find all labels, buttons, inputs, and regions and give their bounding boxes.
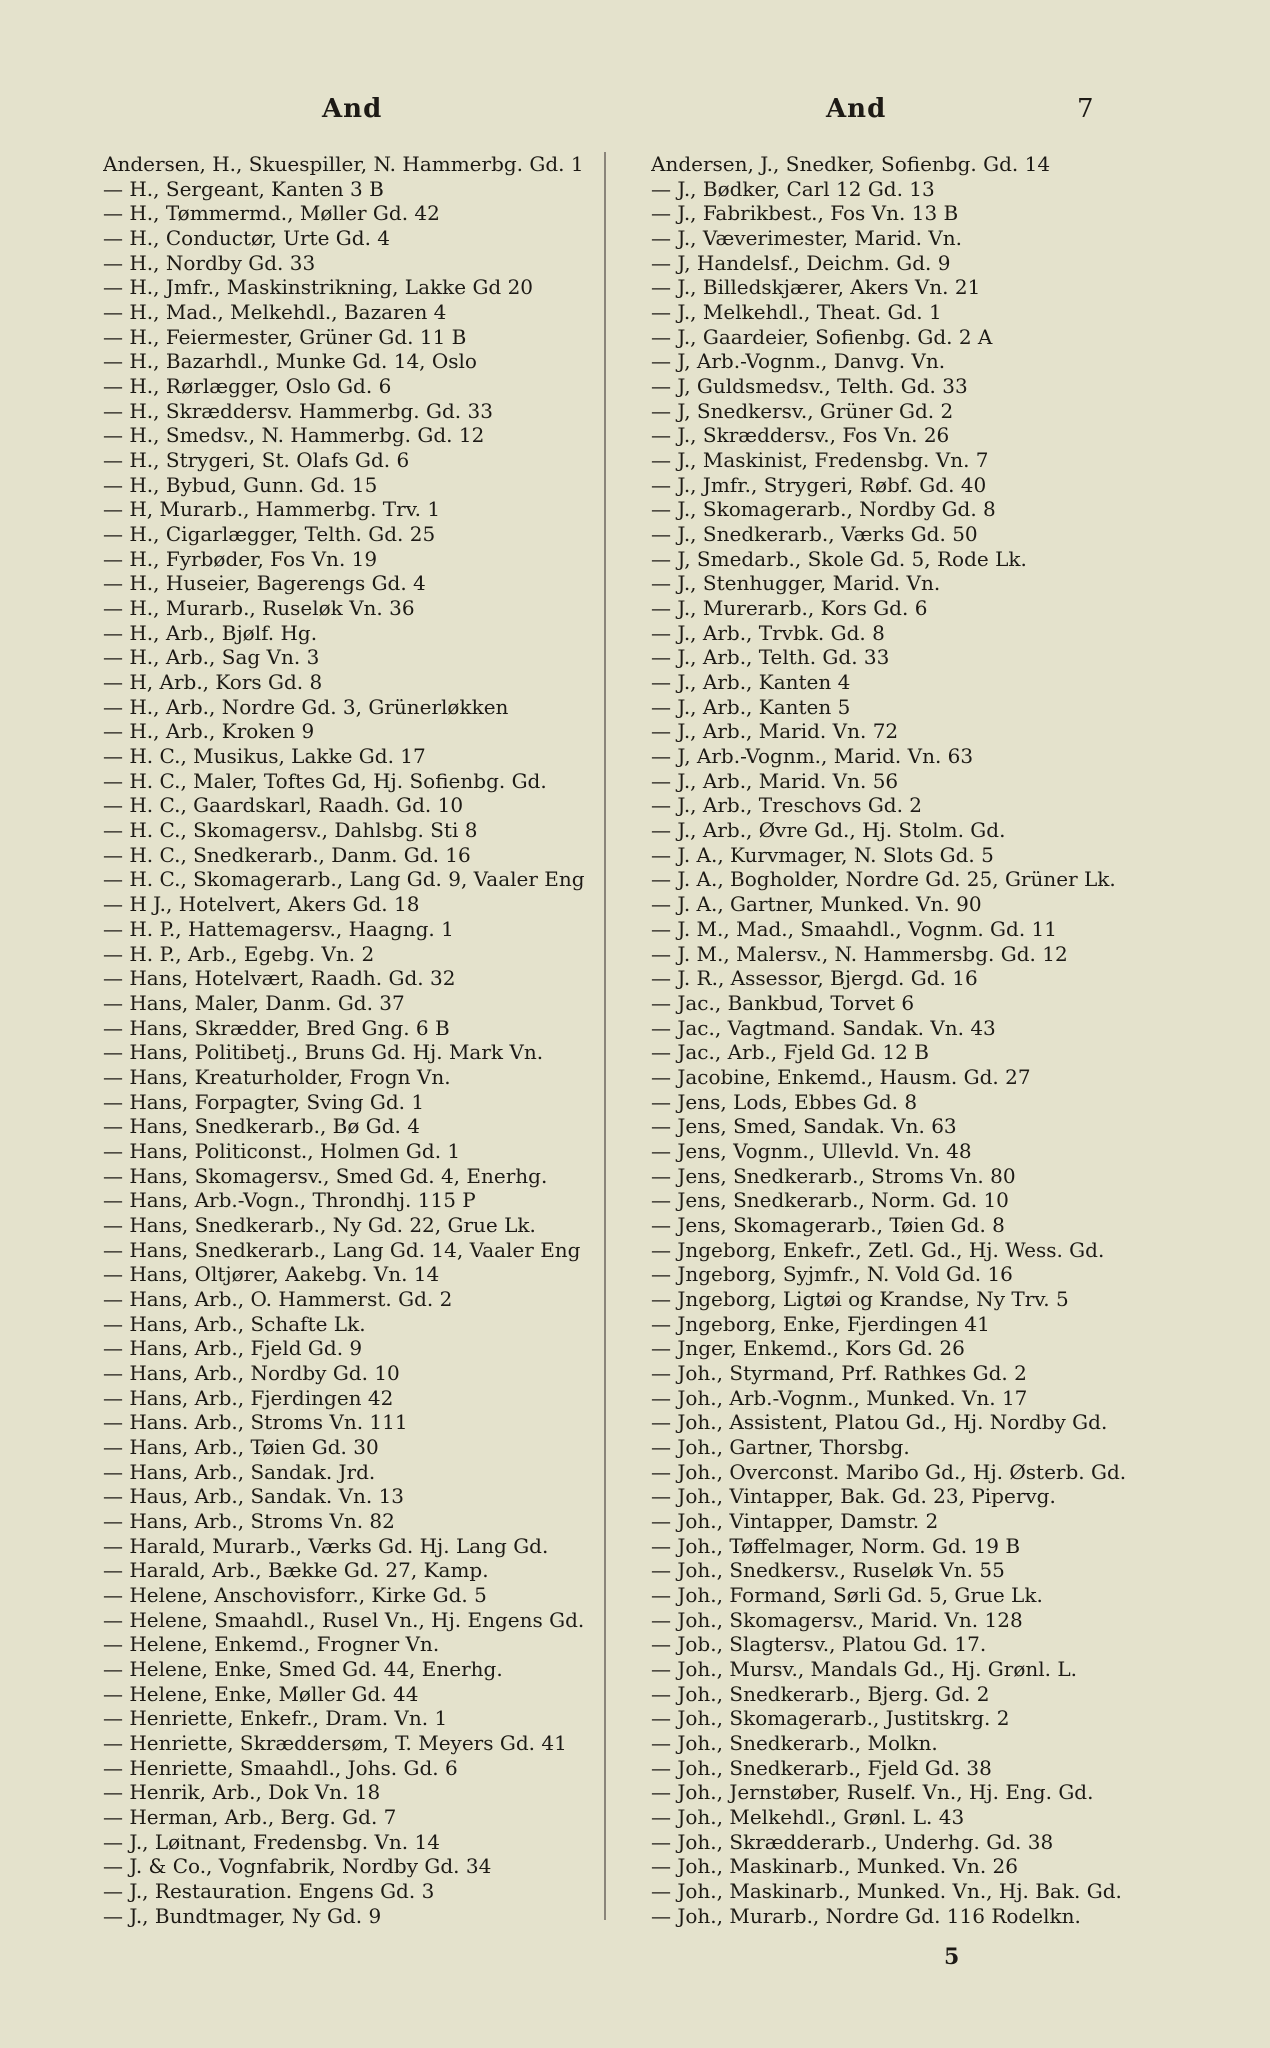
directory-entry: — H., Bybud, Gunn. Gd. 15 bbox=[103, 472, 378, 497]
directory-entry: — Joh., Styrmand, Prf. Rathkes Gd. 2 bbox=[651, 1360, 1027, 1385]
directory-entry: — J., Melkehdl., Theat. Gd. 1 bbox=[651, 300, 942, 325]
directory-entry: — Hans, Oltjører, Aakebg. Vn. 14 bbox=[103, 1262, 440, 1287]
directory-entry: — H., Tømmermd., Møller Gd. 42 bbox=[103, 201, 440, 226]
directory-entry: — J. M., Mad., Smaahdl., Vognm. Gd. 11 bbox=[651, 916, 1057, 941]
directory-entry: — J., Snedkerarb., Værks Gd. 50 bbox=[651, 522, 978, 547]
directory-entry: — Joh., Arb.-Vognm., Munked. Vn. 17 bbox=[651, 1385, 1028, 1410]
directory-entry: — J., Maskinist, Fredensbg. Vn. 7 bbox=[651, 448, 989, 473]
running-head-left: And bbox=[322, 94, 383, 124]
directory-entry: — Jens, Vognm., Ullevld. Vn. 48 bbox=[651, 1138, 972, 1163]
directory-entry: — Jngeborg, Syjmfr., N. Vold Gd. 16 bbox=[651, 1262, 1013, 1287]
directory-entry: — H., Huseier, Bagerengs Gd. 4 bbox=[103, 571, 426, 596]
directory-entry: — Jens, Smed, Sandak. Vn. 63 bbox=[651, 1114, 957, 1139]
directory-entry: — J., Skræddersv., Fos Vn. 26 bbox=[651, 423, 950, 448]
directory-entry: — Joh., Skrædderarb., Underhg. Gd. 38 bbox=[651, 1829, 1054, 1854]
directory-entry: — Henriette, Skræddersøm, T. Meyers Gd. 41 bbox=[103, 1731, 567, 1755]
directory-entry: — Hans, Kreaturholder, Frogn Vn. bbox=[103, 1064, 451, 1089]
directory-entry: — J., Arb., Treschovs Gd. 2 bbox=[651, 793, 923, 818]
directory-entry: — Henrik, Arb., Dok Vn. 18 bbox=[103, 1780, 381, 1805]
directory-entry: — Joh., Formand, Sørli Gd. 5, Grue Lk. bbox=[651, 1582, 1043, 1607]
directory-entry: — Joh., Snedkerarb., Molkn. bbox=[651, 1731, 938, 1755]
directory-entry: — Hans, Politibetj., Bruns Gd. Hj. Mark Vn. bbox=[103, 1040, 544, 1065]
directory-entry: — H. C., Skomagersv., Dahlsbg. Sti 8 bbox=[103, 818, 478, 843]
directory-entry: — H., Sergeant, Kanten 3 B bbox=[103, 176, 384, 201]
directory-entry: — J., Bødker, Carl 12 Gd. 13 bbox=[651, 176, 935, 201]
directory-entry: — J, Snedkersv., Grüner Gd. 2 bbox=[651, 398, 954, 423]
directory-entry: — J. & Co., Vognfabrik, Nordby Gd. 34 bbox=[103, 1854, 492, 1879]
directory-entry: — Jens, Lods, Ebbes Gd. 8 bbox=[651, 1089, 918, 1114]
directory-entry: — Hans, Snedkerarb., Bø Gd. 4 bbox=[103, 1114, 420, 1139]
directory-entry: — Joh., Vintapper, Bak. Gd. 23, Pipervg. bbox=[651, 1484, 1056, 1509]
directory-entry: — Hans, Arb., Tøien Gd. 30 bbox=[103, 1434, 379, 1459]
directory-entry: — Joh., Snedkerarb., Bjerg. Gd. 2 bbox=[651, 1681, 990, 1706]
directory-entry: — J, Arb.-Vognm., Marid. Vn. 63 bbox=[651, 744, 974, 769]
directory-entry: — J., Arb., Telth. Gd. 33 bbox=[651, 645, 890, 670]
directory-entry: — Joh., Snedkersv., Ruseløk Vn. 55 bbox=[651, 1558, 1005, 1583]
directory-entry: — Jens, Skomagerarb., Tøien Gd. 8 bbox=[651, 1212, 1005, 1237]
directory-entry: — H., Skræddersv. Hammerbg. Gd. 33 bbox=[103, 398, 493, 423]
directory-entry: — Hans, Maler, Danm. Gd. 37 bbox=[103, 990, 405, 1015]
directory-entry: — H., Murarb., Ruseløk Vn. 36 bbox=[103, 596, 415, 621]
directory-entry: — Joh., Jernstøber, Ruself. Vn., Hj. Eng. Gd. bbox=[651, 1780, 1094, 1805]
directory-entry: — H. P., Arb., Egebg. Vn. 2 bbox=[103, 941, 375, 966]
directory-entry: — Jac., Vagtmand. Sandak. Vn. 43 bbox=[651, 1015, 996, 1040]
directory-entry: — J., Gaardeier, Sofienbg. Gd. 2 A bbox=[651, 324, 993, 349]
directory-entry: — Hans, Arb., O. Hammerst. Gd. 2 bbox=[103, 1286, 453, 1311]
directory-entry: — Hans, Skrædder, Bred Gng. 6 B bbox=[103, 1015, 450, 1040]
directory-entry: — H., Cigarlægger, Telth. Gd. 25 bbox=[103, 522, 436, 547]
directory-entry: — H., Feiermester, Grüner Gd. 11 B bbox=[103, 324, 467, 349]
directory-entry: — Helene, Enke, Møller Gd. 44 bbox=[103, 1681, 419, 1706]
directory-entry: — Jacobine, Enkemd., Hausm. Gd. 27 bbox=[651, 1064, 1031, 1089]
directory-entry: — J, Handelsf., Deichm. Gd. 9 bbox=[651, 250, 951, 275]
directory-entry: — H., Arb., Bjølf. Hg. bbox=[103, 620, 318, 645]
directory-entry: — Jngeborg, Enke, Fjerdingen 41 bbox=[651, 1311, 990, 1336]
page-number: 7 bbox=[1077, 94, 1094, 124]
directory-entry: — J., Arb., Marid. Vn. 56 bbox=[651, 768, 899, 793]
directory-entry: — Joh., Overconst. Maribo Gd., Hj. Østerb. Gd. bbox=[651, 1459, 1127, 1484]
directory-entry: — Hans. Arb., Stroms Vn. 111 bbox=[103, 1410, 408, 1435]
directory-entry: — H. C., Skomagerarb., Lang Gd. 9, Vaaler Eng bbox=[103, 867, 585, 892]
right-column bbox=[651, 152, 1151, 1928]
directory-entry: — Joh., Skomagersv., Marid. Vn. 128 bbox=[651, 1607, 1023, 1632]
directory-entry: — J., Jmfr., Strygeri, Røbf. Gd. 40 bbox=[651, 472, 987, 497]
directory-entry: — H., Arb., Sag Vn. 3 bbox=[103, 645, 320, 670]
directory-entry: — Herman, Arb., Berg. Gd. 7 bbox=[103, 1805, 397, 1830]
directory-entry: — H., Fyrbøder, Fos Vn. 19 bbox=[103, 546, 378, 571]
directory-entry: — Hans, Arb., Schafte Lk. bbox=[103, 1311, 366, 1336]
directory-entry: — Hans, Hotelvært, Raadh. Gd. 32 bbox=[103, 966, 456, 991]
directory-entry: — H., Arb., Nordre Gd. 3, Grünerløkken bbox=[103, 694, 509, 719]
directory-entry: — J., Skomagerarb., Nordby Gd. 8 bbox=[651, 497, 996, 522]
directory-entry: — J., Fabrikbest., Fos Vn. 13 B bbox=[651, 201, 959, 226]
directory-entry: — Joh., Gartner, Thorsbg. bbox=[651, 1434, 910, 1459]
directory-entry: — J. A., Gartner, Munked. Vn. 90 bbox=[651, 892, 982, 917]
directory-entry: — J., Arb., Kanten 5 bbox=[651, 694, 851, 719]
column-divider bbox=[604, 152, 606, 1920]
directory-entry: Andersen, J., Snedker, Sofienbg. Gd. 14 bbox=[651, 152, 1051, 176]
directory-entry: — Hans, Snedkerarb., Lang Gd. 14, Vaaler Eng bbox=[103, 1237, 581, 1262]
directory-entry: — Joh., Tøffelmager, Norm. Gd. 19 B bbox=[651, 1533, 1021, 1558]
directory-entry: — H. C., Musikus, Lakke Gd. 17 bbox=[103, 744, 426, 769]
directory-entry: — J., Arb., Marid. Vn. 72 bbox=[651, 719, 899, 744]
directory-entry: — H J., Hotelvert, Akers Gd. 18 bbox=[103, 892, 420, 917]
running-head-right: And bbox=[826, 94, 887, 124]
directory-entry: — J. A., Bogholder, Nordre Gd. 25, Grüner Lk. bbox=[651, 867, 1116, 892]
directory-entry: — J, Smedarb., Skole Gd. 5, Rode Lk. bbox=[651, 546, 1027, 571]
directory-entry: — J., Murerarb., Kors Gd. 6 bbox=[651, 596, 928, 621]
left-column bbox=[103, 152, 603, 1928]
directory-entry: — H. P., Hattemagersv., Haagng. 1 bbox=[103, 916, 454, 941]
directory-entry: — H., Bazarhdl., Munke Gd. 14, Oslo bbox=[103, 349, 477, 374]
directory-entry: — H., Nordby Gd. 33 bbox=[103, 250, 316, 275]
directory-entry: — Jens, Snedkerarb., Norm. Gd. 10 bbox=[651, 1188, 1009, 1213]
directory-entry: — Joh., Mursv., Mandals Gd., Hj. Grønl. L. bbox=[651, 1656, 1077, 1681]
directory-entry: — Hans, Politiconst., Holmen Gd. 1 bbox=[103, 1138, 461, 1163]
directory-entry: — Helene, Smaahdl., Rusel Vn., Hj. Engens Gd. bbox=[103, 1607, 585, 1632]
directory-entry: — Hans, Forpagter, Sving Gd. 1 bbox=[103, 1089, 425, 1114]
directory-entry: — H., Conductør, Urte Gd. 4 bbox=[103, 226, 391, 251]
directory-entry: — Hans, Arb., Stroms Vn. 82 bbox=[103, 1508, 395, 1533]
directory-entry: — Joh., Maskinarb., Munked. Vn. 26 bbox=[651, 1854, 1018, 1879]
signature-mark: 5 bbox=[944, 1944, 960, 1970]
directory-entry: Andersen, H., Skuespiller, N. Hammerbg. Gd. 1 bbox=[103, 152, 584, 176]
directory-entry: — J., Arb., Øvre Gd., Hj. Stolm. Gd. bbox=[651, 818, 1006, 843]
directory-entry: — Harald, Arb., Bække Gd. 27, Kamp. bbox=[103, 1558, 489, 1583]
directory-entry: — Hans, Arb., Fjerdingen 42 bbox=[103, 1385, 394, 1410]
directory-entry: — J., Løitnant, Fredensbg. Vn. 14 bbox=[103, 1829, 440, 1854]
directory-entry: — J., Arb., Trvbk. Gd. 8 bbox=[651, 620, 885, 645]
directory-entry: — Joh., Maskinarb., Munked. Vn., Hj. Bak. Gd. bbox=[651, 1879, 1122, 1904]
directory-entry: — Harald, Murarb., Værks Gd. Hj. Lang Gd. bbox=[103, 1533, 549, 1558]
directory-entry: — Joh., Vintapper, Damstr. 2 bbox=[651, 1508, 939, 1533]
directory-entry: — Henriette, Smaahdl., Johs. Gd. 6 bbox=[103, 1755, 458, 1780]
directory-entry: — H., Smedsv., N. Hammerbg. Gd. 12 bbox=[103, 423, 485, 448]
directory-entry: — Jngeborg, Enkefr., Zetl. Gd., Hj. Wess. Gd. bbox=[651, 1237, 1105, 1262]
directory-entry: — Helene, Enkemd., Frogner Vn. bbox=[103, 1632, 440, 1657]
directory-entry: — Hans, Arb.-Vogn., Throndhj. 115 P bbox=[103, 1188, 476, 1213]
directory-entry: — J. A., Kurvmager, N. Slots Gd. 5 bbox=[651, 842, 994, 867]
directory-entry: — Jac., Bankbud, Torvet 6 bbox=[651, 990, 915, 1015]
directory-entry: — J. R., Assessor, Bjergd. Gd. 16 bbox=[651, 966, 978, 991]
directory-entry: — J., Bundtmager, Ny Gd. 9 bbox=[103, 1903, 382, 1928]
directory-entry: — H, Murarb., Hammerbg. Trv. 1 bbox=[103, 497, 441, 522]
directory-entry: — H, Arb., Kors Gd. 8 bbox=[103, 670, 323, 695]
directory-entry: — H., Arb., Kroken 9 bbox=[103, 719, 315, 744]
directory-entry: — Helene, Enke, Smed Gd. 44, Enerhg. bbox=[103, 1656, 503, 1681]
directory-entry: — Hans, Arb., Nordby Gd. 10 bbox=[103, 1360, 400, 1385]
directory-entry: — J., Restauration. Engens Gd. 3 bbox=[103, 1879, 435, 1904]
directory-entry: — Haus, Arb., Sandak. Vn. 13 bbox=[103, 1484, 405, 1509]
directory-entry: — H., Rørlægger, Oslo Gd. 6 bbox=[103, 374, 392, 399]
directory-entry: — Joh., Snedkerarb., Fjeld Gd. 38 bbox=[651, 1755, 992, 1780]
directory-entry: — H., Jmfr., Maskinstrikning, Lakke Gd 20 bbox=[103, 275, 534, 300]
directory-entry: — Jngeborg, Ligtøi og Krandse, Ny Trv. 5 bbox=[651, 1286, 1069, 1311]
directory-entry: — J., Væverimester, Marid. Vn. bbox=[651, 226, 962, 251]
directory-entry: — J., Stenhugger, Marid. Vn. bbox=[651, 571, 941, 596]
directory-entry: — Hans, Skomagersv., Smed Gd. 4, Enerhg. bbox=[103, 1163, 548, 1188]
directory-entry: — Helene, Anschovisforr., Kirke Gd. 5 bbox=[103, 1582, 487, 1607]
directory-entry: — J, Guldsmedsv., Telth. Gd. 33 bbox=[651, 374, 968, 399]
directory-entry: — H., Strygeri, St. Olafs Gd. 6 bbox=[103, 448, 410, 473]
directory-entry: — Joh., Assistent, Platou Gd., Hj. Nordby Gd. bbox=[651, 1410, 1108, 1435]
directory-entry: — J, Arb.-Vognm., Danvg. Vn. bbox=[651, 349, 946, 374]
directory-entry: — J., Arb., Kanten 4 bbox=[651, 670, 851, 695]
directory-entry: — Henriette, Enkefr., Dram. Vn. 1 bbox=[103, 1706, 448, 1731]
directory-entry: — Job., Slagtersv., Platou Gd. 17. bbox=[651, 1632, 987, 1657]
directory-entry: — Hans, Arb., Sandak. Jrd. bbox=[103, 1459, 376, 1484]
directory-entry: — Jens, Snedkerarb., Stroms Vn. 80 bbox=[651, 1163, 1016, 1188]
directory-entry: — Jnger, Enkemd., Kors Gd. 26 bbox=[651, 1336, 965, 1361]
directory-entry: — Joh., Skomagerarb., Justitskrg. 2 bbox=[651, 1706, 1010, 1731]
directory-entry: — H. C., Gaardskarl, Raadh. Gd. 10 bbox=[103, 793, 464, 818]
directory-entry: — H. C., Snedkerarb., Danm. Gd. 16 bbox=[103, 842, 471, 867]
directory-entry: — J. M., Malersv., N. Hammersbg. Gd. 12 bbox=[651, 941, 1068, 966]
directory-entry: — H., Mad., Melkehdl., Bazaren 4 bbox=[103, 300, 447, 325]
directory-entry: — J., Billedskjærer, Akers Vn. 21 bbox=[651, 275, 981, 300]
directory-entry: — Joh., Murarb., Nordre Gd. 116 Rodelkn. bbox=[651, 1903, 1081, 1928]
directory-entry: — H. C., Maler, Toftes Gd, Hj. Sofienbg. Gd. bbox=[103, 768, 547, 793]
directory-entry: — Jac., Arb., Fjeld Gd. 12 B bbox=[651, 1040, 929, 1065]
directory-entry: — Hans, Snedkerarb., Ny Gd. 22, Grue Lk. bbox=[103, 1212, 536, 1237]
directory-entry: — Hans, Arb., Fjeld Gd. 9 bbox=[103, 1336, 363, 1361]
directory-entry: — Joh., Melkehdl., Grønl. L. 43 bbox=[651, 1805, 965, 1830]
